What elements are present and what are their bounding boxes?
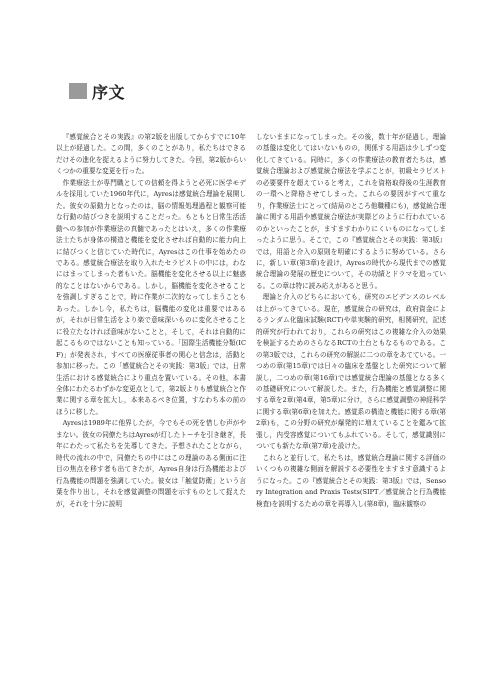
section-heading <box>69 82 125 100</box>
paragraph: Ayresは1989年に他界したが，今でもその死を惜しむ声がやまない。彼女の同僚たちはAyresが灯したトーチを引き継ぎ，長年にわたって私たちを先導してきた。予想されたことながら，時代の流れの中で，同僚たちの中にはこの理論のある側面に注目の焦点を移す者も出てきたが，Ayres自身は行為機能および行為機能の問題を強調していた。彼女は「触覚防衛」という言葉を作り出し，それを感覚調整の問題を示すものとして捉えたが，それを十分に説明 <box>56 419 246 508</box>
heading-square-mark <box>69 83 87 99</box>
paragraph: 理論と介入のどちらにおいても，研究のエビデンスのレベルは上がってきている。現在，感覚統合の研究は，政府資金によるランダム化臨床試験(RCT)や単実験的研究，相関研究，記述的研究が行われており，これらの研究はこの複雑な介入の効果を検証するためのさらなるRCTの土台ともなるものである。この第3版では，これらの研究の解説に二つの章をあてている。一つめの章(第15章)では日々の臨床を基盤とした研究について解説し，二つめの章(第16章)では感覚統合理論の基盤となる多くの基礎研究について解説した。また，行為機能と感覚調整に関する章を2章(第4章，第5章)に分け，さらに感覚調整の神経科学に関する章(第6章)を加えた。感覚系の構造と機能に関する章(第2章)も，この分野の研究が爆発的に増えていることを鑑みて拡張し，内受容感覚についてもふれている。そして，感覚識別についても新たな章(第7章)を設けた。 <box>256 293 446 451</box>
paragraph: 『感覚統合とその実践』の第2版を出版してからすでに10年以上が経過した。この間，多くのことがあり，私たちはできるだけその進化を捉えるように努力してきた。今回，第2版からいくつかの重要な変更を行った。 <box>56 133 246 176</box>
left-column <box>56 132 246 510</box>
right-column <box>256 132 446 510</box>
heading-text: 序文 <box>92 82 126 102</box>
paragraph: 作業療法士が専門職としての信頼を得ようと必死に医学モデルを採用していた1960年代に，Ayresは感覚統合理論を展開した。彼女の原動力となったのは，脳の情報処理過程と観察可能な行動の結びつきを説明することだった。もともと日常生活活動への参加が作業療法の真髄であったとはいえ，多くの作業療法士たちが身体の構造と機能を変化させれば自動的に能力向上に結びつくと信じていた時代に，Ayresはこの仕事を始めたのである。感覚統合療法を取り入れたセラピストの中には，わなにはまってしまった者もいた。脳機能を変化させる以上に魅惑的なことはないからである。しかし，脳機能を変化させることを強調しすぎることで，時に作業が二次的なってしまうこともあった。しかし今，私たちは，脳機能の変化は重要ではあるが，それが日常生活をより楽で意味深いものに変化させることに役立たなければ意味がないことと，そして，それは自動的に起こるものではないことも知っている。「国際生活機能分類(ICF)」が発表され，すべての医療従事者の関心と信念は，活動と参加に移った。この「感覚統合とその実践：第3版」では，日常生活における感覚統合により重点を置いている。その他，本書全体にわたるわずかな変更点として，第2版よりも感覚統合と作業に関する章を拡大し，本来あるべき位置，すなわち本の前のほうに移した。 <box>56 178 246 416</box>
paragraph: しないままになってしまった。その後，数十年が経過し，理論の基盤は変化してはいないものの，関係する用語は少しずつ変化してきている。同時に，多くの作業療法の教育者たちは，感覚統合理論および感覚統合療法を学ぶことが，初級セラピストの必要要件を超えていると考え，これを資格取得後の生涯教育の一環へと降格させてしまった。これらの要因がすべて重なり，作業療法士にとって(結局のところ他職種にも)，感覚統合理論に関する用語や感覚統合療法が実際どのように行われているのかといったことが，ますますわかりにくいものになってしまったように思う。そこで，この『感覚統合とその実践：第3版』では，用語と介入の原則を明確にするように努めている。さらに，新しい章(第3章)を設け，Ayresの時代から現代までの感覚統合理論の発展の歴史について，その功績とドラマを追っている。この章は特に読み応えがあると思う。 <box>256 133 446 290</box>
paragraph: これらと並行して，私たちは，感覚統合理論に関する評価のいくつもの複雑な側面を解説する必要性をますます意識するようになった。この『感覚統合とその実践：第3版』では，Sensory Integration and Praxis Tests(SIPT／感覚統合と行為機能検査)を説明するための章を再導入し(第8章)，臨床観察の <box>256 453 446 508</box>
